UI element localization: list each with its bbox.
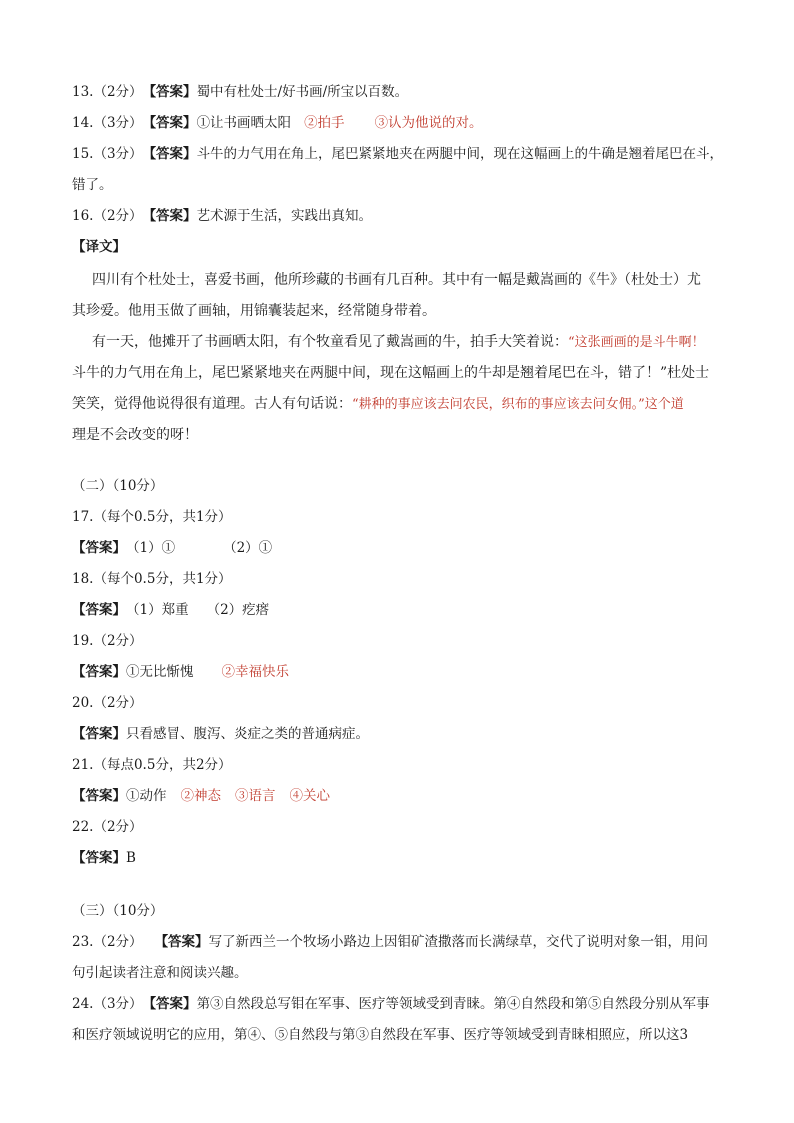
q22-answer: B xyxy=(126,850,136,866)
part2-heading: （二）（10分） xyxy=(72,478,164,494)
q20-label-line xyxy=(72,688,734,719)
q22-answer-tag: 【答案】 xyxy=(72,850,126,866)
translation-p1-line-2 xyxy=(72,296,734,327)
q24-line-2 xyxy=(72,1020,734,1051)
translation-p2-text-4: 理是不会改变的呀！ xyxy=(72,427,198,443)
q18-answer-2: （2）疙瘩 xyxy=(206,602,270,618)
q16-answer-tag: 【答案】 xyxy=(142,208,197,224)
q22-label-line xyxy=(72,812,734,843)
q21-label: 21.（每点0.5分，共2分） xyxy=(72,757,232,773)
q18-answer-line xyxy=(72,595,734,626)
q22-label: 22.（2分） xyxy=(72,819,143,835)
q23-line-1 xyxy=(72,927,734,958)
q19-answer-2: ②幸福快乐 xyxy=(221,664,289,680)
q14-answer-3: ③认为他说的对。 xyxy=(374,115,483,131)
q20-answer-line xyxy=(72,719,734,750)
q22-answer-line xyxy=(72,843,734,874)
q15-label: 15.（3分） xyxy=(72,146,143,162)
q15-answer-tag: 【答案】 xyxy=(142,146,197,162)
q21-answer-tag: 【答案】 xyxy=(72,788,126,804)
q13-line xyxy=(72,77,734,108)
q19-label-line xyxy=(72,626,734,657)
translation-heading-line xyxy=(72,232,734,263)
q13-answer-tag: 【答案】 xyxy=(142,84,197,100)
part3-heading: （三）（10分） xyxy=(72,903,164,919)
q18-answer-tag: 【答案】 xyxy=(72,602,126,618)
q13-label: 13.（2分） xyxy=(72,84,143,100)
q17-label: 17.（每个0.5分，共1分） xyxy=(72,509,232,525)
q14-answer-tag: 【答案】 xyxy=(142,115,197,131)
translation-p1-text-1: 四川有个杜处士，喜爱书画，他所珍藏的书画有几百种。其中有一幅是戴嵩画的《牛》（杜处士）尤 xyxy=(92,272,701,288)
q15-answer-2: 错了。 xyxy=(72,177,113,193)
translation-p2-quote-2: “耕种的事应该去问农民，织布的事应该去问女佣。”这个道 xyxy=(352,397,684,412)
translation-p2-quote-1: “这张画画的是斗牛啊！ xyxy=(568,335,705,350)
translation-p1-text-2: 其珍爱。他用玉做了画轴，用锦囊装起来，经常随身带着。 xyxy=(72,303,436,319)
q24-answer-tag: 【答案】 xyxy=(142,996,197,1012)
q14-answer-1: ①让书画晒太阳 xyxy=(196,115,292,131)
q23-label: 23.（2分） xyxy=(72,934,143,950)
q21-answer-2: ②神态 xyxy=(180,788,221,804)
q21-answer-line xyxy=(72,781,734,812)
part3-heading-line xyxy=(72,896,734,927)
q23-line-2 xyxy=(72,958,734,989)
translation-p2-text-2: 斗牛的力气用在角上，尾巴紧紧地夹在两腿中间，现在这幅画上的牛却是翘着尾巴在斗，错了！”杜处士 xyxy=(72,365,710,381)
q21-answer-3: ③语言 xyxy=(235,788,276,804)
q21-label-line xyxy=(72,750,734,781)
q14-answer-2: ②拍手 xyxy=(304,115,345,131)
translation-p2-text-3a: 笑笑，觉得他说得很有道理。古人有句话说： xyxy=(72,396,352,412)
q15-line-2 xyxy=(72,170,734,201)
q18-answer-1: （1）郑重 xyxy=(126,602,189,618)
translation-p2-line-4 xyxy=(72,420,734,451)
translation-p2-line-3 xyxy=(72,389,734,420)
q17-answer-tag: 【答案】 xyxy=(72,540,126,556)
q19-answer-tag: 【答案】 xyxy=(72,664,126,680)
q17-answer-1: （1）① xyxy=(126,540,176,556)
q23-answer-2: 句引起读者注意和阅读兴趣。 xyxy=(72,965,248,981)
q24-answer-1: 第③自然段总写钼在军事、医疗等领域受到青睐。第④自然段和第⑤自然段分别从军事 xyxy=(196,996,710,1012)
q14-line xyxy=(72,108,734,139)
translation-p1-line-1 xyxy=(72,265,734,296)
q23-answer-tag: 【答案】 xyxy=(154,934,209,950)
q16-line xyxy=(72,201,734,232)
part2-heading-line xyxy=(72,471,734,502)
q19-answer-line xyxy=(72,657,734,688)
q17-answer-line xyxy=(72,533,734,564)
translation-p2-line-2 xyxy=(72,358,734,389)
q17-answer-2: （2）① xyxy=(223,540,273,556)
q16-label: 16.（2分） xyxy=(72,208,143,224)
q19-answer-1: ①无比惭愧 xyxy=(126,664,194,680)
q18-label-line xyxy=(72,564,734,595)
q23-answer-1: 写了新西兰一个牧场小路边上因钼矿渣撒落而长满绿草，交代了说明对象一钼，用问 xyxy=(208,934,709,950)
q20-answer: 只看感冒、腹泻、炎症之类的普通病症。 xyxy=(126,726,369,742)
q15-line-1 xyxy=(72,139,734,170)
q13-answer: 蜀中有杜处士/好书画/所宝以百数。 xyxy=(196,84,409,100)
q15-answer-1: 斗牛的力气用在角上，尾巴紧紧地夹在两腿中间，现在这幅画上的牛确是翘着尾巴在斗， xyxy=(196,146,724,162)
q24-answer-2: 和医疗领域说明它的应用，第④、⑤自然段与第③自然段在军事、医疗等领域受到青睐相照应，所以这3 xyxy=(72,1027,689,1043)
translation-heading: 【译文】 xyxy=(72,239,126,255)
q20-label: 20.（2分） xyxy=(72,695,143,711)
q21-answer-1: ①动作 xyxy=(126,788,167,804)
q17-label-line xyxy=(72,502,734,533)
translation-p2-text-1a: 有一天，他摊开了书画晒太阳，有个牧童看见了戴嵩画的牛，拍手大笑着说： xyxy=(92,334,568,350)
q24-label: 24.（3分） xyxy=(72,996,143,1012)
q18-label: 18.（每个0.5分，共1分） xyxy=(72,571,232,587)
q19-label: 19.（2分） xyxy=(72,633,143,649)
q24-line-1 xyxy=(72,989,734,1020)
translation-p2-line-1 xyxy=(72,327,734,358)
q21-answer-4: ④关心 xyxy=(289,788,330,804)
q20-answer-tag: 【答案】 xyxy=(72,726,126,742)
q16-answer: 艺术源于生活，实践出真知。 xyxy=(196,208,373,224)
q14-label: 14.（3分） xyxy=(72,115,143,131)
